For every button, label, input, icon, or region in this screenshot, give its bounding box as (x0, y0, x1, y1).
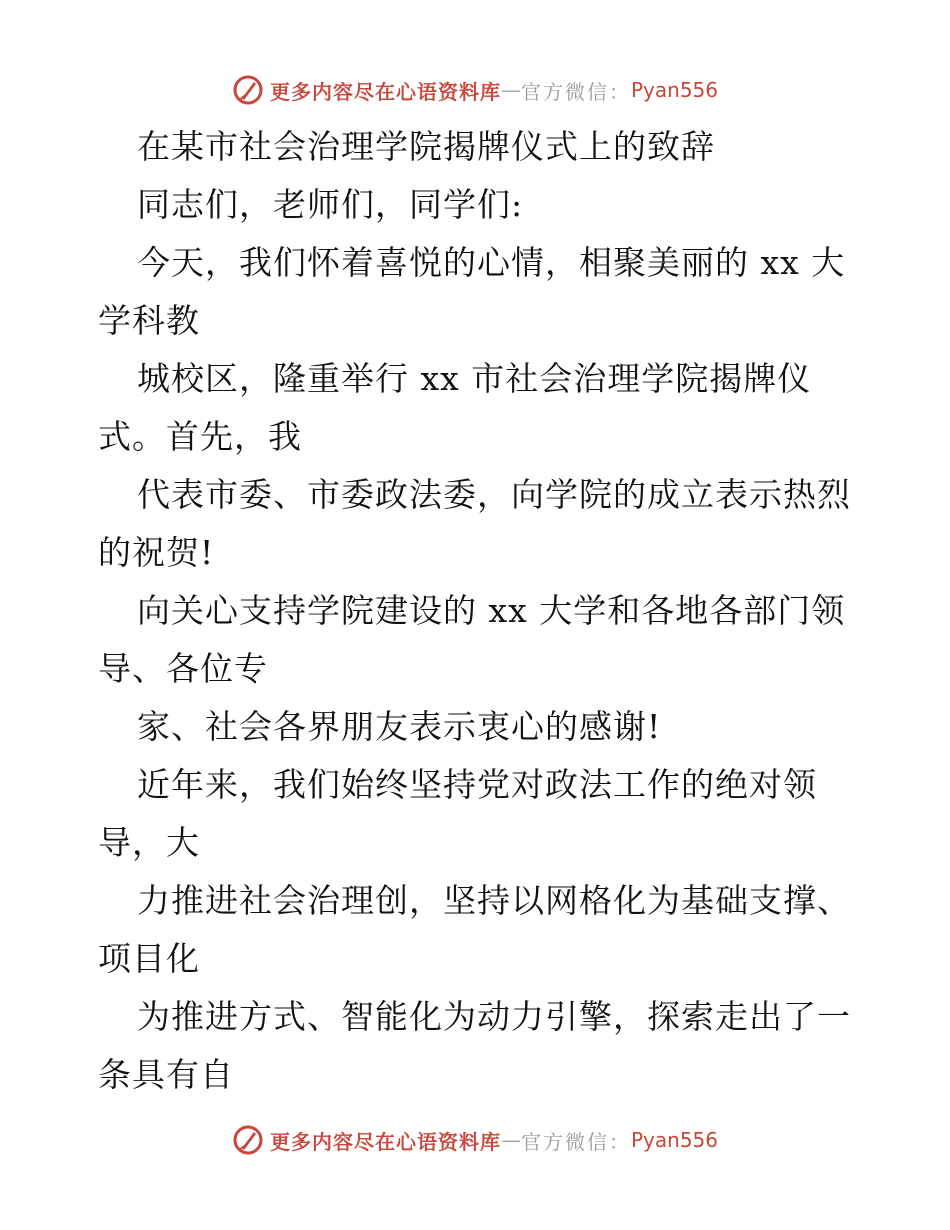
watermark-wechat-id: Pyan556 (630, 1128, 718, 1152)
body-line: 为推进方式、智能化为动力引擎，探索走出了一 (137, 997, 851, 1036)
quill-logo-icon (232, 1124, 264, 1156)
body-line: 条具有自 (98, 1055, 234, 1094)
watermark-wechat-id: Pyan556 (630, 78, 718, 102)
header-watermark (0, 70, 950, 110)
document-title: 在某市社会治理学院揭牌仪式上的致辞 (137, 127, 715, 166)
body-line: 学科教 (98, 301, 200, 340)
body-line: 项目化 (98, 939, 200, 978)
body-line: 的祝贺! (98, 533, 215, 572)
body-line: 城校区，隆重举行 xx 市社会治理学院揭牌仪 (137, 359, 812, 398)
watermark-dash: — (500, 78, 521, 102)
body-line: 向关心支持学院建设的 xx 大学和各地各部门领 (137, 591, 846, 630)
watermark-dash: — (500, 1128, 521, 1152)
body-line: 力推进社会治理创，坚持以网格化为基础支撑、 (137, 881, 851, 920)
body-line: 式。首先，我 (98, 417, 302, 456)
footer-watermark (0, 1120, 950, 1160)
quill-logo-icon (232, 74, 264, 106)
body-line: 家、社会各界朋友表示衷心的感谢! (137, 707, 662, 746)
body-line: 近年来，我们始终坚持党对政法工作的绝对领 (137, 765, 817, 804)
body-line: 导，大 (98, 823, 200, 862)
body-line: 代表市委、市委政法委，向学院的成立表示热烈 (137, 475, 851, 514)
salutation-line: 同志们，老师们，同学们: (137, 185, 524, 224)
watermark-wechat-label: 官方微信： (520, 79, 631, 104)
body-line: 导、各位专 (98, 649, 268, 688)
body-line: 今天，我们怀着喜悦的心情，相聚美丽的 xx 大 (137, 243, 846, 282)
watermark-main-text: 更多内容尽在心语资料库 (269, 1129, 501, 1154)
watermark-main-text: 更多内容尽在心语资料库 (269, 79, 501, 104)
watermark-wechat-label: 官方微信： (520, 1129, 631, 1154)
